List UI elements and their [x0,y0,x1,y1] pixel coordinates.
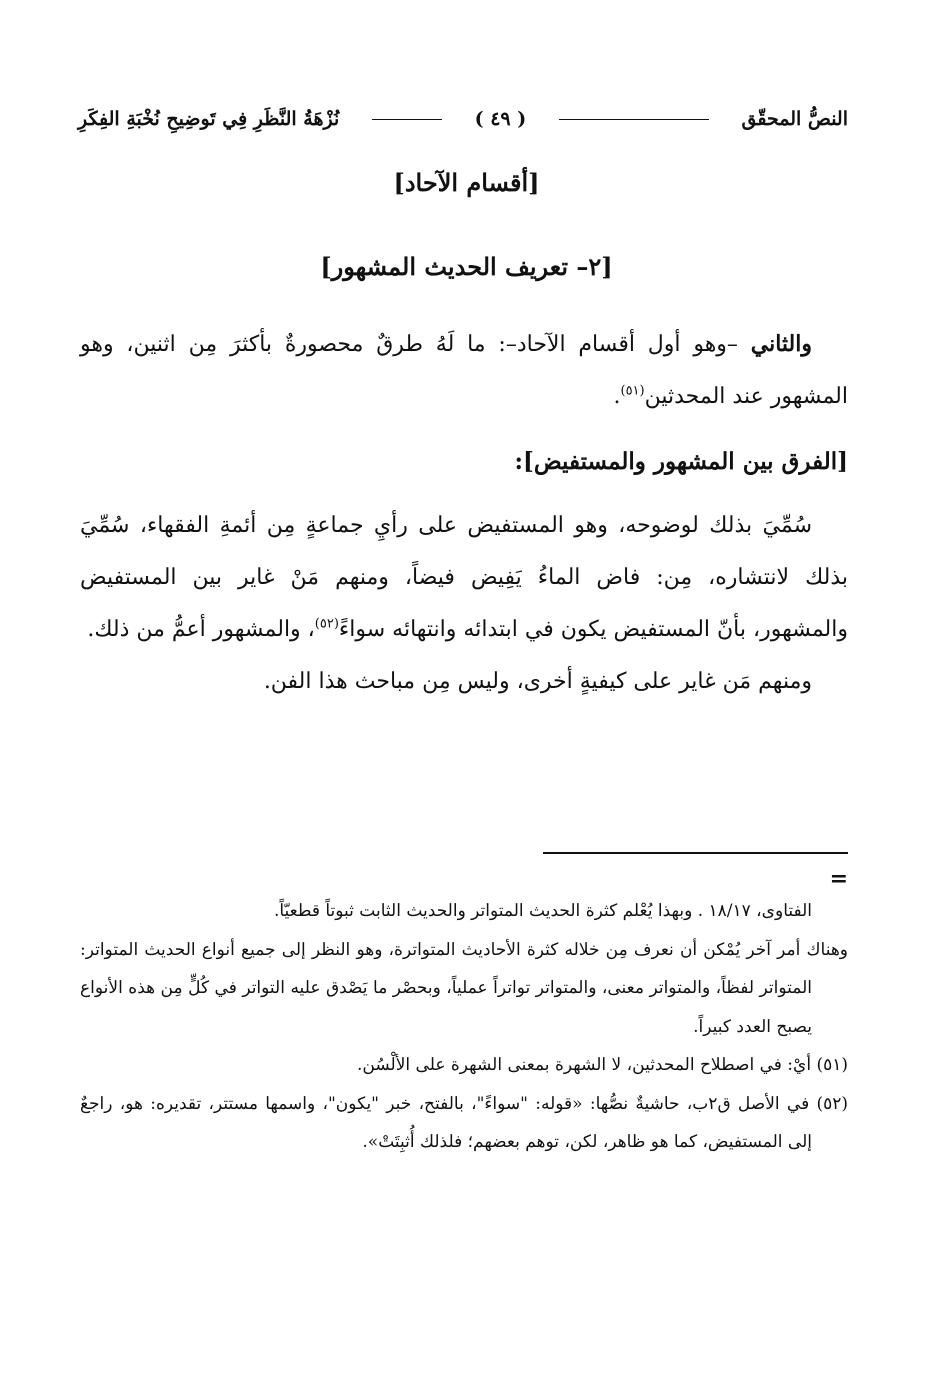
footnote-ref-51[interactable]: (٥١) [620,383,645,399]
header-rule [559,119,709,120]
paragraph-other: ومنهم مَن غاير على كيفيةٍ أخرى، وليس مِن مباحث هذا الفن. [263,669,812,694]
main-heading: [أقسام الآحاد] [393,168,540,197]
footnote-ref-52[interactable]: (٥٢) [314,616,339,632]
page-number: ( ٤٩ ) [474,108,527,130]
header-rule [372,119,442,120]
footnote-52: (٥٢) في الأصل ق٢ب، حاشيةٌ نصُّها: «قوله: "سواءً"، بالفتح، خبر "يكون"، واسمها مستتر، تقديره: هو، راجعٌ إلى المستفيض، كما هو ظاهر، لكن، توهم بعضهم؛ فلذلك أُثبِتَتْ». [80,1093,849,1152]
footnote-continuation-line: الفتاوى، ١٨/١٧ . وبهذا يُعْلم كثرة الحديث المتواتر والحديث الثابت ثبوتاً قطعيّاً. [273,901,812,921]
paragraph-difference [80,500,848,708]
difference-heading: [الفرق بين المشهور والمستفيض]: [514,448,848,475]
running-header [78,108,848,130]
header-section: النصُّ المحقّق [741,108,848,130]
paragraph-definition [80,318,848,423]
paragraph-lead: والثاني [750,331,812,357]
paragraph-text: –وهو أول أقسام الآحاد–: ما لَهُ طرقٌ محصورةٌ بأكثرَ مِن اثنين، وهو المشهور عند المحدثين [80,332,848,409]
paragraph-end: . [613,384,621,409]
paragraph-end: ، والمشهور أعمُّ من ذلك. [87,617,315,642]
book-title: نُزْهَةُ النَّظَرِ فِي تَوضِيحِ نُخْبَةِ الفِكَرِ [78,108,340,130]
footnotes [80,892,848,1162]
sub-heading: [٢– تعريف الحديث المشهور] [320,252,613,281]
footnote-separator [543,852,848,854]
footnote-continuation-mark: = [829,866,848,892]
paragraph-text: سُمِّيَ بذلك لوضوحه، وهو المستفيض على رأيِ جماعةٍ مِن أئمةِ الفقهاء، سُمِّيَ بذلك لانتشاره، مِن: فاض الماءُ يَفِيض فيضاً، ومنهم مَنْ غاير بين المستفيض والمشهور، بأنّ المستفيض يكون في ابتدائه وانتهائه سواءً [80,513,848,642]
footnote-continuation-paragraph: وهناك أمر آخر يُمْكن أن نعرف مِن خلاله كثرة الأحاديث المتواترة، وهو النظر إلى جميع أنواع الحديث المتواتر: المتواتر لفظاً، والمتواتر معنى، والمتواتر تواتراً عملياً، وبحصْر ما يَصْدق عليه التواتر في كُلٍّ مِن هذه الأنواع يصبح العدد كبيراً. [80,939,848,1037]
footnote-51: (٥١) أيْ: في اصطلاح المحدثين، لا الشهرة بمعنى الشهرة على الألْسُن. [357,1055,848,1075]
